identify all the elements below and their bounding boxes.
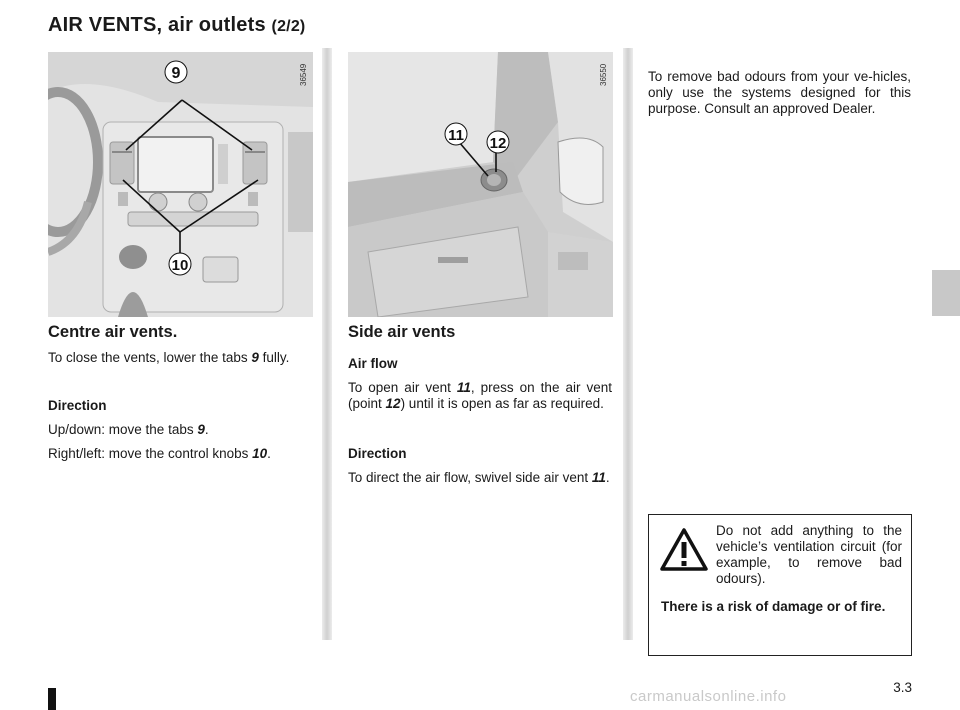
watermark: carmanualsonline.info — [630, 688, 787, 705]
column-divider — [322, 48, 332, 640]
ref-11: 11 — [591, 470, 606, 485]
warning-text: Do not add anything to the vehicle’s ventilation circuit (for example, to remove bad odours). — [716, 523, 902, 586]
close-vents-text: To close the vents, lower the tabs 9 fully. — [48, 350, 290, 365]
page-corner-mark — [48, 688, 56, 710]
ref-11: 11 — [456, 380, 471, 395]
page-number: 3.3 — [893, 680, 912, 695]
figure-ref-number: 36550 — [599, 63, 608, 86]
updown-text: Up/down: move the tabs 9. — [48, 422, 209, 437]
ref-10: 10 — [252, 446, 268, 461]
direct-airflow-text: To direct the air flow, swivel side air vent 11. — [348, 470, 610, 485]
ref-9: 9 — [197, 422, 205, 437]
odours-text: To remove bad odours from your ve-hicles, only use the systems designed for this purpose. Consult an approved Dealer. — [648, 69, 911, 116]
page-title: AIR VENTS, air outlets (2/2) — [48, 14, 306, 36]
dashboard-illustration — [48, 52, 313, 317]
direction-heading: Direction — [348, 446, 407, 461]
figure-side-vents — [348, 52, 613, 317]
airflow-heading: Air flow — [348, 356, 398, 371]
rightleft-text: Right/left: move the control knobs 10. — [48, 446, 271, 461]
page-title-suffix: (2/2) — [271, 18, 306, 35]
figure-ref-number: 36549 — [299, 63, 308, 86]
chapter-tab — [932, 270, 960, 316]
callout-10: 10 — [171, 257, 189, 274]
warning-triangle-icon — [659, 527, 709, 573]
callout-9: 9 — [171, 65, 181, 82]
ref-12: 12 — [385, 396, 401, 411]
callout-11: 11 — [448, 127, 464, 144]
open-vent-text: To open air vent 11, press on the air vent (point 12) until it is open as far as required. — [348, 380, 612, 411]
section-heading-centre-vents: Centre air vents. — [48, 323, 178, 341]
figure-centre-vents — [48, 52, 313, 317]
callout-12: 12 — [489, 135, 507, 152]
direction-heading: Direction — [48, 398, 107, 413]
side-vent-illustration — [348, 52, 613, 317]
warning-box — [648, 514, 912, 656]
section-heading-side-vents: Side air vents — [348, 323, 456, 341]
warning-emphasis: There is a risk of damage or of fire. — [661, 599, 886, 614]
ref-9: 9 — [251, 350, 259, 365]
column-divider — [623, 48, 633, 640]
